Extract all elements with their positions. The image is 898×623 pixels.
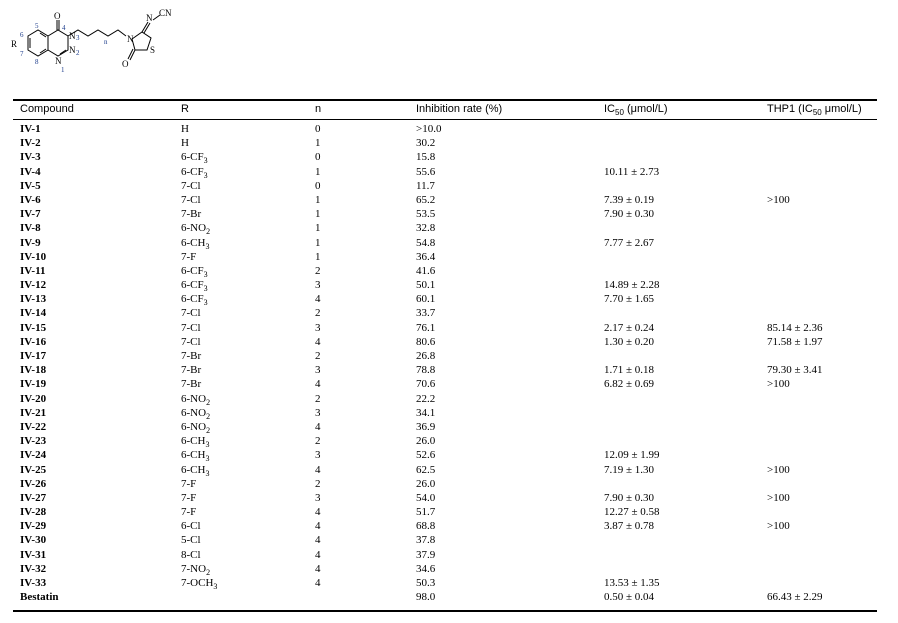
- n-cell: 4: [315, 378, 321, 391]
- position-3: 3: [76, 34, 80, 42]
- inhibition-cell: 65.2: [416, 193, 436, 206]
- ic50-cell: 14.89 ± 2.28: [604, 279, 660, 292]
- header-inhibition-rate: Inhibition rate (%): [416, 103, 503, 115]
- n-cell: 1: [315, 208, 321, 221]
- header-compound: Compound: [20, 103, 74, 115]
- inhibition-cell: 51.7: [416, 506, 436, 519]
- header-thp1-unit: μmol/L): [821, 103, 862, 115]
- atom-o-bottom: O: [122, 59, 129, 69]
- atom-n3: N: [69, 31, 76, 41]
- n-cell: 4: [315, 293, 321, 306]
- compound-cell: IV-2: [20, 137, 41, 150]
- table-row: [0, 576, 898, 590]
- table-row: [0, 590, 898, 604]
- n-cell: 2: [315, 307, 321, 320]
- compound-cell: IV-25: [20, 463, 47, 476]
- inhibition-cell: 33.7: [416, 307, 436, 320]
- atom-o-top: O: [54, 11, 61, 21]
- table-row: [0, 292, 898, 306]
- position-1: 1: [61, 66, 65, 74]
- table-row: [0, 548, 898, 562]
- inhibition-cell: >10.0: [416, 123, 442, 135]
- r-cell: $6-CF_3$: [181, 279, 208, 294]
- table-row: [0, 179, 898, 193]
- n-cell: 4: [315, 534, 321, 547]
- compound-cell: IV-11: [20, 264, 46, 277]
- table-row: [0, 477, 898, 491]
- thp1-cell: 66.43 ± 2.29: [767, 591, 823, 604]
- r-cell: 8-Cl: [181, 548, 201, 561]
- table-row: [0, 165, 898, 179]
- r-cell: 7-Cl: [181, 179, 201, 192]
- header-ic50-sub: 50: [615, 108, 624, 118]
- compound-cell: IV-28: [20, 506, 47, 519]
- table-row: [0, 562, 898, 576]
- ic50-cell: 7.39 ± 0.19: [604, 193, 655, 206]
- table-row: [0, 349, 898, 363]
- compound-cell: IV-31: [20, 548, 47, 561]
- ic50-cell: 7.90 ± 0.30: [604, 208, 655, 221]
- inhibition-cell: 52.6: [416, 449, 436, 462]
- r-cell: H: [181, 137, 189, 150]
- r-cell: $6-NO_2$: [181, 392, 211, 407]
- header-ic50: [604, 103, 668, 117]
- inhibition-cell: 34.1: [416, 406, 436, 419]
- compound-cell: IV-27: [20, 491, 47, 504]
- n-cell: 0: [315, 123, 321, 135]
- table-row: [0, 193, 898, 207]
- triazine-ring: [48, 30, 68, 56]
- r-cell: $6-CF_3$: [181, 151, 208, 166]
- compound-cell: IV-8: [20, 222, 41, 235]
- compound-cell: IV-7: [20, 208, 41, 221]
- r-cell: 7-F: [181, 250, 197, 263]
- chain-index-n: n: [104, 38, 108, 46]
- table-bottom-rule: [13, 610, 877, 612]
- inhibition-cell: 78.8: [416, 364, 436, 377]
- ic50-cell: 0.50 ± 0.04: [604, 591, 655, 604]
- n-cell: 2: [315, 477, 321, 490]
- inhibition-cell: 53.5: [416, 208, 436, 221]
- table-row: [0, 250, 898, 264]
- ic50-cell: 7.90 ± 0.30: [604, 491, 655, 504]
- inhibition-cell: 54.0: [416, 491, 436, 504]
- compound-cell: IV-15: [20, 321, 47, 334]
- ic50-cell: 6.82 ± 0.69: [604, 378, 655, 391]
- thp1-cell: >100: [767, 520, 790, 533]
- table-row: [0, 491, 898, 505]
- compound-cell: IV-32: [20, 562, 47, 575]
- compound-cell: IV-23: [20, 435, 47, 448]
- position-7: 7: [20, 50, 24, 58]
- position-4: 4: [62, 24, 66, 32]
- table-row: [0, 236, 898, 250]
- thp1-cell: >100: [767, 378, 790, 391]
- compound-cell: IV-10: [20, 250, 47, 263]
- inhibition-cell: 98.0: [416, 591, 436, 604]
- r-cell: 7-Br: [181, 208, 202, 221]
- atom-n-ring: N: [127, 34, 134, 44]
- substituent-r: R: [11, 39, 18, 49]
- r-cell: 7-Br: [181, 378, 202, 391]
- header-ic50-prefix: IC: [604, 103, 615, 115]
- inhibition-cell: 37.8: [416, 534, 436, 547]
- n-cell: 4: [315, 463, 321, 476]
- n-cell: 2: [315, 264, 321, 277]
- inhibition-cell: 54.8: [416, 236, 436, 249]
- table-row: [0, 306, 898, 320]
- header-ic50-unit: (μmol/L): [623, 103, 668, 115]
- inhibition-cell: 70.6: [416, 378, 436, 391]
- ic50-cell: 1.30 ± 0.20: [604, 335, 655, 348]
- compound-cell: IV-33: [20, 577, 47, 589]
- n-cell: 1: [315, 165, 321, 178]
- r-cell: 7-F: [181, 477, 197, 490]
- table-row: [0, 264, 898, 278]
- compound-cell: IV-14: [20, 307, 47, 320]
- inhibition-cell: 26.0: [416, 435, 436, 448]
- compound-cell: Bestatin: [20, 591, 59, 604]
- r-cell: $6-NO_2$: [181, 222, 211, 237]
- inhibition-cell: 80.6: [416, 335, 436, 348]
- position-2: 2: [76, 49, 80, 57]
- thp1-cell: >100: [767, 193, 790, 206]
- n-cell: 1: [315, 222, 321, 235]
- position-5: 5: [35, 22, 39, 30]
- compound-cell: IV-24: [20, 449, 47, 462]
- inhibition-cell: 34.6: [416, 562, 436, 575]
- r-cell: 7-F: [181, 506, 197, 519]
- table-row: [0, 434, 898, 448]
- compound-cell: IV-5: [20, 179, 41, 192]
- n-cell: 3: [315, 449, 321, 462]
- n-cell: 4: [315, 520, 321, 533]
- n-cell: 4: [315, 335, 321, 348]
- table-top-rule: [13, 99, 877, 101]
- thp1-cell: 85.14 ± 2.36: [767, 321, 823, 334]
- r-cell: 7-Br: [181, 364, 202, 377]
- compound-cell: IV-1: [20, 123, 41, 135]
- thiazolidine-ring: [132, 32, 151, 50]
- compound-cell: IV-21: [20, 406, 47, 419]
- compound-cell: IV-20: [20, 392, 47, 405]
- atom-n-cn: N: [146, 13, 153, 23]
- n-cell: 3: [315, 406, 321, 419]
- ic50-cell: 12.09 ± 1.99: [604, 449, 660, 462]
- position-6: 6: [20, 31, 24, 39]
- compound-cell: IV-18: [20, 364, 47, 377]
- n-cell: 2: [315, 392, 321, 405]
- header-thp1-sub: 50: [812, 108, 822, 118]
- header-r: R: [181, 103, 189, 115]
- r-cell: $6-NO_2$: [181, 420, 211, 436]
- inhibition-cell: 55.6: [416, 165, 436, 178]
- atom-cn: CN: [159, 8, 172, 18]
- header-thp1: [767, 103, 862, 117]
- inhibition-cell: 68.8: [416, 520, 436, 533]
- n-cell: 3: [315, 364, 321, 377]
- compound-cell: IV-29: [20, 520, 47, 533]
- ic50-cell: 10.11 ± 2.73: [604, 165, 660, 178]
- inhibition-cell: 50.1: [416, 279, 436, 292]
- chemical-structure: [8, 6, 198, 86]
- inhibition-cell: 60.1: [416, 293, 436, 306]
- r-cell: 6-Cl: [181, 520, 201, 533]
- table-row: [0, 278, 898, 292]
- n-cell: 4: [315, 420, 321, 433]
- r-cell: $6-CF_3$: [181, 293, 208, 308]
- ic50-cell: 13.53 ± 1.35: [604, 577, 660, 589]
- inhibition-cell: 76.1: [416, 321, 436, 334]
- inhibition-cell: 36.4: [416, 250, 436, 263]
- position-8: 8: [35, 58, 39, 66]
- r-cell: 5-Cl: [181, 534, 201, 547]
- r-cell: $6-CH_3$: [181, 463, 210, 478]
- compound-cell: IV-12: [20, 279, 47, 292]
- r-cell: $6-CH_3$: [181, 435, 210, 450]
- n-cell: 1: [315, 193, 321, 206]
- thp1-cell: >100: [767, 463, 790, 476]
- n-cell: 3: [315, 279, 321, 292]
- n-cell: 2: [315, 435, 321, 448]
- inhibition-cell: 37.9: [416, 548, 436, 561]
- header-thp1-prefix: THP1 (IC: [767, 103, 813, 115]
- inhibition-cell: 11.7: [416, 179, 435, 192]
- atom-s-ring: S: [150, 45, 156, 55]
- header-n: n: [315, 103, 322, 115]
- r-cell: 7-Cl: [181, 335, 201, 348]
- compound-cell: IV-17: [20, 350, 47, 362]
- ic50-cell: 7.77 ± 2.67: [604, 236, 655, 249]
- r-cell: $7-OCH_3$: [181, 577, 218, 592]
- thp1-cell: 79.30 ± 3.41: [767, 364, 823, 377]
- n-cell: 4: [315, 548, 321, 561]
- ic50-cell: 1.71 ± 0.18: [604, 364, 655, 377]
- thp1-cell: 71.58 ± 1.97: [767, 335, 823, 348]
- ic50-cell: 7.70 ± 1.65: [604, 293, 655, 306]
- atom-n2: N: [69, 45, 76, 55]
- table-row: [0, 392, 898, 406]
- compound-cell: IV-9: [20, 236, 41, 249]
- compound-cell: IV-13: [20, 293, 47, 306]
- ic50-cell: 12.27 ± 0.58: [604, 506, 660, 519]
- r-cell: 7-F: [181, 491, 197, 504]
- r-cell: 7-Br: [181, 350, 202, 362]
- r-cell: $6-CF_3$: [181, 264, 208, 280]
- table-row: [0, 448, 898, 462]
- ic50-cell: 3.87 ± 0.78: [604, 520, 655, 533]
- ic50-cell: 7.19 ± 1.30: [604, 463, 655, 476]
- inhibition-cell: 15.8: [416, 151, 436, 164]
- r-cell: $6-CH_3$: [181, 449, 210, 464]
- compound-cell: IV-19: [20, 378, 47, 391]
- n-cell: 1: [315, 250, 321, 263]
- table-row: [0, 519, 898, 533]
- n-cell: 3: [315, 321, 321, 334]
- n-cell: 0: [315, 151, 321, 164]
- r-cell: $6-CH_3$: [181, 236, 210, 251]
- inhibition-cell: 41.6: [416, 264, 436, 277]
- table-row: [0, 420, 898, 434]
- compound-cell: IV-22: [20, 420, 47, 433]
- n-cell: 3: [315, 491, 321, 504]
- inhibition-cell: 22.2: [416, 392, 436, 405]
- table-header-rule: [13, 119, 877, 120]
- compound-cell: IV-3: [20, 151, 41, 164]
- inhibition-cell: 36.9: [416, 420, 436, 433]
- n-cell: 0: [315, 179, 321, 192]
- n-cell: 4: [315, 562, 321, 575]
- table-row: [0, 363, 898, 377]
- r-cell: $7-NO_2$: [181, 562, 211, 577]
- r-cell: 7-Cl: [181, 321, 201, 334]
- inhibition-cell: 26.0: [416, 477, 436, 490]
- n-cell: 2: [315, 350, 321, 362]
- inhibition-cell: 32.8: [416, 222, 436, 235]
- compound-cell: IV-6: [20, 193, 41, 206]
- thp1-cell: >100: [767, 491, 790, 504]
- inhibition-cell: 62.5: [416, 463, 436, 476]
- inhibition-cell: 50.3: [416, 577, 436, 589]
- n-cell: 4: [315, 577, 321, 589]
- ic50-cell: 2.17 ± 0.24: [604, 321, 655, 334]
- table-body: [0, 122, 898, 604]
- table-row: [0, 221, 898, 235]
- table-row: [0, 406, 898, 420]
- table-row: [0, 335, 898, 349]
- n-cell: 4: [315, 506, 321, 519]
- n-cell: 1: [315, 236, 321, 249]
- r-cell: 7-Cl: [181, 307, 201, 320]
- compound-cell: IV-30: [20, 534, 47, 547]
- table-row: [0, 150, 898, 164]
- compound-cell: IV-16: [20, 335, 47, 348]
- r-cell: $6-NO_2$: [181, 406, 211, 421]
- benzene-ring: [28, 30, 48, 56]
- table-row: [0, 321, 898, 335]
- r-cell: H: [181, 123, 189, 135]
- table-row: [0, 505, 898, 519]
- inhibition-cell: 26.8: [416, 350, 436, 362]
- r-cell: $6-CF_3$: [181, 165, 208, 180]
- table-row: [0, 463, 898, 477]
- n-cell: 1: [315, 137, 321, 150]
- table-row: [0, 533, 898, 547]
- table-row: [0, 122, 898, 136]
- table-row: [0, 136, 898, 150]
- r-cell: 7-Cl: [181, 193, 201, 206]
- compound-cell: IV-26: [20, 477, 47, 490]
- table-row: [0, 377, 898, 391]
- table-row: [0, 207, 898, 221]
- compound-cell: IV-4: [20, 165, 41, 178]
- atom-n1: N: [55, 56, 62, 66]
- inhibition-cell: 30.2: [416, 137, 436, 150]
